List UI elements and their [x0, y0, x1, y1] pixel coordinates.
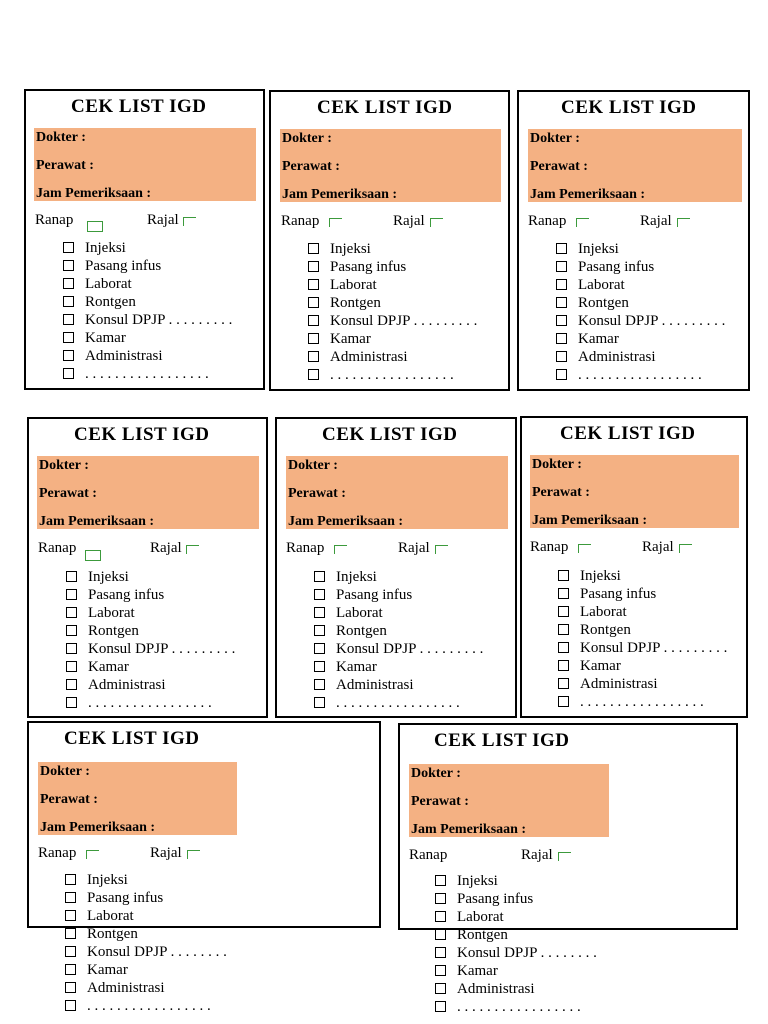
checkbox-icon[interactable]: [556, 297, 567, 308]
card-title: CEK LIST IGD: [434, 730, 570, 751]
ranap-label: Ranap: [286, 540, 325, 556]
checkbox-icon[interactable]: [66, 697, 77, 708]
rajal-label: Rajal: [642, 539, 674, 555]
list-item[interactable]: Injeksi: [556, 240, 725, 258]
list-item[interactable]: Konsul DPJP . . . . . . . . .: [558, 639, 727, 657]
list-item[interactable]: Kamar: [314, 658, 483, 676]
checkbox-icon[interactable]: [65, 1000, 76, 1011]
checkbox-icon[interactable]: [435, 947, 446, 958]
info-panel: [37, 456, 259, 529]
list-item[interactable]: Konsul DPJP . . . . . . . . .: [556, 312, 725, 330]
perawat-label: Perawat :: [288, 486, 346, 501]
perawat-label: Perawat :: [36, 158, 94, 173]
list-item[interactable]: Konsul DPJP . . . . . . . . .: [66, 640, 235, 658]
checkbox-icon[interactable]: [556, 333, 567, 344]
checkbox-icon[interactable]: [63, 368, 74, 379]
list-item[interactable]: . . . . . . . . . . . . . . . . .: [65, 997, 227, 1015]
ranap-checkbox[interactable]: [86, 850, 99, 859]
checkbox-icon[interactable]: [558, 588, 569, 599]
list-item[interactable]: Konsul DPJP . . . . . . . .: [65, 943, 227, 961]
checkbox-icon[interactable]: [63, 242, 74, 253]
card-title: CEK LIST IGD: [322, 424, 458, 445]
list-item[interactable]: Pasang infus: [314, 586, 483, 604]
checkbox-icon[interactable]: [65, 982, 76, 993]
dokter-label: Dokter :: [411, 766, 461, 781]
checkbox-icon[interactable]: [435, 875, 446, 886]
list-item[interactable]: Rontgen: [308, 294, 477, 312]
checkbox-icon[interactable]: [314, 697, 325, 708]
rajal-label: Rajal: [398, 540, 430, 556]
check-list: [66, 568, 235, 712]
ranap-label: Ranap: [38, 540, 77, 556]
list-item[interactable]: Kamar: [435, 962, 597, 980]
info-panel: [286, 456, 508, 529]
checkbox-icon[interactable]: [556, 369, 567, 380]
list-item[interactable]: Kamar: [558, 657, 727, 675]
list-item[interactable]: Injeksi: [63, 239, 232, 257]
checklist-card-5: [275, 417, 517, 718]
list-item[interactable]: Kamar: [556, 330, 725, 348]
rajal-checkbox[interactable]: [679, 544, 692, 553]
list-item[interactable]: Laborat: [63, 275, 232, 293]
checkbox-icon[interactable]: [558, 570, 569, 581]
checkbox-icon[interactable]: [66, 661, 77, 672]
rajal-label: Rajal: [521, 847, 553, 863]
checkbox-icon[interactable]: [558, 696, 569, 707]
checkbox-icon[interactable]: [66, 589, 77, 600]
checkbox-icon[interactable]: [65, 874, 76, 885]
list-item[interactable]: Injeksi: [308, 240, 477, 258]
info-panel: [38, 762, 237, 835]
list-item[interactable]: . . . . . . . . . . . . . . . . .: [63, 365, 232, 383]
checkbox-icon[interactable]: [65, 964, 76, 975]
list-item[interactable]: Laborat: [558, 603, 727, 621]
perawat-label: Perawat :: [532, 485, 590, 500]
dokter-label: Dokter :: [532, 457, 582, 472]
ranap-checkbox[interactable]: [334, 545, 347, 554]
dokter-label: Dokter :: [39, 458, 89, 473]
rajal-checkbox[interactable]: [677, 218, 690, 227]
check-list: [435, 872, 597, 1016]
checkbox-icon[interactable]: [556, 261, 567, 272]
perawat-label: Perawat :: [282, 159, 340, 174]
checkbox-icon[interactable]: [63, 278, 74, 289]
checklist-card-1: [24, 89, 265, 390]
checkbox-icon[interactable]: [66, 607, 77, 618]
list-item[interactable]: Rontgen: [556, 294, 725, 312]
list-item[interactable]: Administrasi: [65, 979, 227, 997]
checkbox-icon[interactable]: [435, 1001, 446, 1012]
rajal-checkbox[interactable]: [435, 545, 448, 554]
ranap-label: Ranap: [528, 213, 567, 229]
list-item[interactable]: Pasang infus: [66, 586, 235, 604]
checkbox-icon[interactable]: [435, 911, 446, 922]
ranap-label: Ranap: [530, 539, 569, 555]
list-item[interactable]: Injeksi: [435, 872, 597, 890]
list-item[interactable]: Administrasi: [556, 348, 725, 366]
checkbox-icon[interactable]: [435, 965, 446, 976]
list-item[interactable]: Konsul DPJP . . . . . . . .: [435, 944, 597, 962]
list-item[interactable]: Rontgen: [63, 293, 232, 311]
ranap-checkbox[interactable]: [85, 550, 101, 561]
list-item[interactable]: Kamar: [65, 961, 227, 979]
checkbox-icon[interactable]: [558, 642, 569, 653]
perawat-label: Perawat :: [530, 159, 588, 174]
list-item[interactable]: Kamar: [63, 329, 232, 347]
list-item[interactable]: Administrasi: [435, 980, 597, 998]
list-item[interactable]: Administrasi: [314, 676, 483, 694]
checkbox-icon[interactable]: [435, 893, 446, 904]
jam-label: Jam Pemeriksaan :: [532, 513, 648, 528]
list-item[interactable]: Laborat: [314, 604, 483, 622]
ranap-checkbox[interactable]: [87, 221, 103, 232]
card-title: CEK LIST IGD: [317, 97, 453, 118]
list-item[interactable]: Injeksi: [314, 568, 483, 586]
dokter-label: Dokter :: [282, 131, 332, 146]
checkbox-icon[interactable]: [63, 350, 74, 361]
list-item[interactable]: Pasang infus: [63, 257, 232, 275]
list-item[interactable]: Pasang infus: [435, 890, 597, 908]
list-item[interactable]: . . . . . . . . . . . . . . . . .: [66, 694, 235, 712]
checkbox-icon[interactable]: [556, 243, 567, 254]
list-item[interactable]: Konsul DPJP . . . . . . . . .: [314, 640, 483, 658]
checkbox-icon[interactable]: [314, 607, 325, 618]
info-panel: [34, 128, 256, 201]
rajal-label: Rajal: [150, 540, 182, 556]
checkbox-icon[interactable]: [314, 589, 325, 600]
card-title: CEK LIST IGD: [71, 96, 207, 117]
list-item[interactable]: . . . . . . . . . . . . . . . . .: [314, 694, 483, 712]
checkbox-icon[interactable]: [314, 571, 325, 582]
checkbox-icon[interactable]: [314, 625, 325, 636]
checkbox-icon[interactable]: [63, 260, 74, 271]
checkbox-icon[interactable]: [556, 351, 567, 362]
list-item[interactable]: Konsul DPJP . . . . . . . . .: [63, 311, 232, 329]
checkbox-icon[interactable]: [308, 351, 319, 362]
checkbox-icon[interactable]: [63, 332, 74, 343]
perawat-label: Perawat :: [411, 794, 469, 809]
jam-label: Jam Pemeriksaan :: [288, 514, 404, 529]
checkbox-icon[interactable]: [314, 643, 325, 654]
jam-label: Jam Pemeriksaan :: [282, 187, 398, 202]
list-item[interactable]: Pasang infus: [558, 585, 727, 603]
list-item[interactable]: Laborat: [556, 276, 725, 294]
checkbox-icon[interactable]: [66, 679, 77, 690]
checklist-card-2: [269, 90, 510, 391]
dokter-label: Dokter :: [40, 764, 90, 779]
checkbox-icon[interactable]: [65, 946, 76, 957]
list-item[interactable]: Rontgen: [314, 622, 483, 640]
card-title: CEK LIST IGD: [64, 728, 200, 749]
list-item[interactable]: Laborat: [308, 276, 477, 294]
list-item[interactable]: Laborat: [435, 908, 597, 926]
checklist-card-4: [27, 417, 268, 718]
list-item[interactable]: Kamar: [66, 658, 235, 676]
rajal-label: Rajal: [147, 212, 179, 228]
checkbox-icon[interactable]: [308, 369, 319, 380]
card-title: CEK LIST IGD: [74, 424, 210, 445]
list-item[interactable]: Pasang infus: [308, 258, 477, 276]
list-item[interactable]: . . . . . . . . . . . . . . . . .: [435, 998, 597, 1016]
checkbox-icon[interactable]: [314, 679, 325, 690]
checkbox-icon[interactable]: [558, 678, 569, 689]
check-list: [63, 239, 232, 383]
list-item[interactable]: Injeksi: [558, 567, 727, 585]
rajal-checkbox[interactable]: [186, 545, 199, 554]
checkbox-icon[interactable]: [63, 296, 74, 307]
card-title: CEK LIST IGD: [561, 97, 697, 118]
checkbox-icon[interactable]: [308, 297, 319, 308]
perawat-label: Perawat :: [40, 792, 98, 807]
dokter-label: Dokter :: [530, 131, 580, 146]
checkbox-icon[interactable]: [66, 643, 77, 654]
jam-label: Jam Pemeriksaan :: [36, 186, 152, 201]
rajal-checkbox[interactable]: [187, 850, 200, 859]
rajal-label: Rajal: [393, 213, 425, 229]
rajal-checkbox[interactable]: [558, 852, 571, 861]
jam-label: Jam Pemeriksaan :: [40, 820, 156, 835]
check-list: [556, 240, 725, 384]
checkbox-icon[interactable]: [308, 333, 319, 344]
list-item[interactable]: Pasang infus: [556, 258, 725, 276]
checkbox-icon[interactable]: [63, 314, 74, 325]
list-item[interactable]: Laborat: [65, 907, 227, 925]
list-item[interactable]: Administrasi: [558, 675, 727, 693]
jam-label: Jam Pemeriksaan :: [530, 187, 646, 202]
checkbox-icon[interactable]: [435, 929, 446, 940]
checkbox-icon[interactable]: [435, 983, 446, 994]
list-item[interactable]: Administrasi: [66, 676, 235, 694]
list-item[interactable]: Rontgen: [66, 622, 235, 640]
rajal-label: Rajal: [640, 213, 672, 229]
list-item[interactable]: Injeksi: [65, 871, 227, 889]
ranap-checkbox[interactable]: [329, 218, 342, 227]
check-list: [558, 567, 727, 711]
checkbox-icon[interactable]: [558, 606, 569, 617]
checkbox-icon[interactable]: [65, 892, 76, 903]
checkbox-icon[interactable]: [308, 243, 319, 254]
checkbox-icon[interactable]: [65, 910, 76, 921]
list-item[interactable]: Rontgen: [65, 925, 227, 943]
checkbox-icon[interactable]: [66, 625, 77, 636]
list-item[interactable]: Rontgen: [435, 926, 597, 944]
jam-label: Jam Pemeriksaan :: [39, 514, 155, 529]
rajal-checkbox[interactable]: [430, 218, 443, 227]
info-panel: [409, 764, 609, 837]
checkbox-icon[interactable]: [558, 624, 569, 635]
list-item[interactable]: Rontgen: [558, 621, 727, 639]
rajal-label: Rajal: [150, 845, 182, 861]
list-item[interactable]: . . . . . . . . . . . . . . . . .: [556, 366, 725, 384]
list-item[interactable]: Administrasi: [308, 348, 477, 366]
checkbox-icon[interactable]: [66, 571, 77, 582]
info-panel: [280, 129, 501, 202]
ranap-label: Ranap: [409, 847, 448, 863]
list-item[interactable]: . . . . . . . . . . . . . . . . .: [558, 693, 727, 711]
info-panel: [528, 129, 742, 202]
check-list: [308, 240, 477, 384]
list-item[interactable]: Administrasi: [63, 347, 232, 365]
checkbox-icon[interactable]: [308, 261, 319, 272]
dokter-label: Dokter :: [288, 458, 338, 473]
list-item[interactable]: Laborat: [66, 604, 235, 622]
checkbox-icon[interactable]: [556, 315, 567, 326]
perawat-label: Perawat :: [39, 486, 97, 501]
list-item[interactable]: Konsul DPJP . . . . . . . . .: [308, 312, 477, 330]
rajal-checkbox[interactable]: [183, 217, 196, 226]
ranap-label: Ranap: [281, 213, 320, 229]
ranap-checkbox[interactable]: [576, 218, 589, 227]
info-panel: [530, 455, 739, 528]
list-item[interactable]: Kamar: [308, 330, 477, 348]
card-title: CEK LIST IGD: [560, 423, 696, 444]
checklist-card-6: [520, 416, 748, 718]
checkbox-icon[interactable]: [308, 315, 319, 326]
ranap-label: Ranap: [38, 845, 77, 861]
checkbox-icon[interactable]: [308, 279, 319, 290]
checkbox-icon[interactable]: [314, 661, 325, 672]
checkbox-icon[interactable]: [65, 928, 76, 939]
list-item[interactable]: Injeksi: [66, 568, 235, 586]
checkbox-icon[interactable]: [556, 279, 567, 290]
dokter-label: Dokter :: [36, 130, 86, 145]
checkbox-icon[interactable]: [558, 660, 569, 671]
list-item[interactable]: . . . . . . . . . . . . . . . . .: [308, 366, 477, 384]
ranap-label: Ranap: [35, 212, 74, 228]
ranap-checkbox[interactable]: [578, 544, 591, 553]
checklist-card-3: [517, 90, 750, 391]
check-list: [65, 871, 227, 1015]
list-item[interactable]: Pasang infus: [65, 889, 227, 907]
jam-label: Jam Pemeriksaan :: [411, 822, 527, 837]
check-list: [314, 568, 483, 712]
